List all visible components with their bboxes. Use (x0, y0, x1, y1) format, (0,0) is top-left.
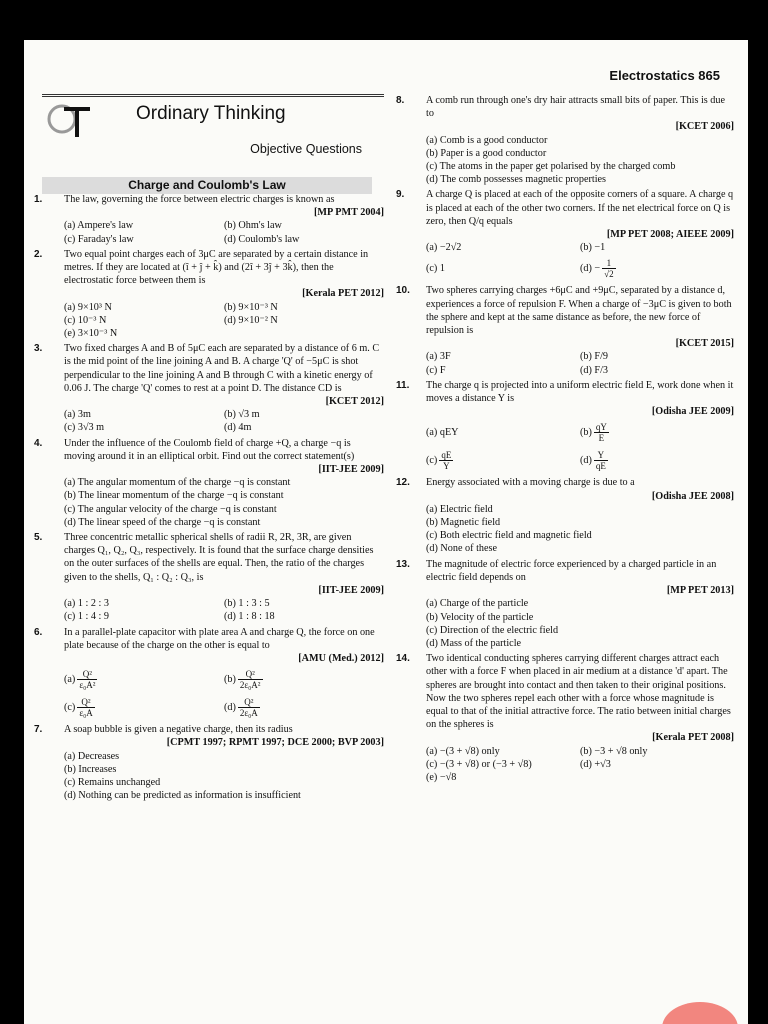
question-source: [MP PMT 2004] (314, 207, 384, 219)
question-number: 8. (396, 95, 405, 106)
option-label: (d) − (580, 262, 601, 274)
option-c: (c) Faraday's law (64, 233, 134, 245)
option-a: (a) 3F (426, 351, 451, 363)
question-text: A charge Q is placed at each of the opposite corners of a square. A charge q is placed at each of the other two corners. If the net electrical force on Q is zero, then Q/q equals (426, 189, 734, 227)
section-subtitle: Objective Questions (250, 142, 362, 156)
option-d: (d) 1 : 8 : 18 (224, 611, 275, 623)
question-number: 11. (396, 379, 410, 391)
section-banner (42, 94, 384, 193)
denominator: ε₀A (79, 707, 93, 718)
question-text: Two equal point charges each of 3μC are separated by a certain distance in metres. If they are located at (î + ĵ + k̂) and (2î + 3ĵ + 3k̂), then the electrostatic force between them is (64, 248, 369, 287)
numerator: 1 (602, 258, 615, 269)
option-c: (c) 3√3 m (64, 422, 105, 434)
numerator: Y (594, 450, 608, 461)
numerator: Q² (77, 697, 94, 708)
running-header: Electrostatics 865 (609, 68, 720, 83)
question-12 (396, 476, 734, 555)
option-a: (a) Ampere's law (64, 220, 134, 232)
question-text: Energy associated with a moving charge is due to a (426, 477, 635, 489)
question-number: 13. (396, 558, 410, 570)
option-d: (d) 9×10⁻² N (224, 314, 278, 326)
option-a (64, 665, 224, 693)
question-number: 7. (34, 724, 43, 736)
option-a: (a) Charge of the particle (426, 598, 529, 610)
option-label: (a) (64, 673, 76, 685)
question-9 (396, 188, 734, 282)
denominator: 2ε₀A² (239, 679, 261, 690)
denominator: √2 (604, 268, 614, 279)
option-c: (c) Remains unchanged (64, 776, 161, 788)
option-d: (d) F/3 (580, 364, 609, 376)
ot-logo-icon (46, 101, 92, 141)
option-b: (b) Increases (64, 763, 117, 775)
page-corner-decoration (662, 1002, 738, 1024)
option-d: (d) 4m (224, 422, 252, 434)
question-source: [Kerala PET 2012] (302, 288, 384, 300)
question-1 (34, 193, 384, 246)
option-label: (b) (580, 426, 592, 438)
question-4 (34, 437, 384, 529)
question-5 (34, 531, 384, 623)
fraction (439, 450, 453, 471)
option-c: (c) 10⁻³ N (64, 314, 107, 326)
option-d: (d) The comb possesses magnetic properties (426, 174, 607, 186)
question-10 (396, 284, 734, 376)
option-a: (a) 9×10³ N (64, 301, 112, 313)
question-source: [IIT-JEE 2009] (318, 464, 384, 476)
option-e: (e) −√8 (426, 771, 457, 783)
option-label: (d) (580, 454, 592, 466)
option-b: (b) The linear momentum of the charge −q is constant (64, 490, 284, 502)
option-d: (d) Mass of the particle (426, 637, 522, 649)
topic-heading: Charge and Coulomb's Law (42, 177, 372, 194)
option-c (64, 693, 224, 721)
option-a: (a) Electric field (426, 503, 493, 515)
question-14 (396, 652, 734, 784)
option-c: (c) The atoms in the paper get polarised by the charged comb (426, 161, 676, 173)
option-b: (b) −1 (580, 242, 606, 254)
question-2 (34, 248, 384, 340)
denominator: ε₀A² (79, 679, 96, 690)
question-text: Two identical conducting spheres carrying different charges attract each other with a force F when placed in air medium at a distance 'd' apart. The spheres are brought into contact and then taken to their original positions. Now the two spheres repel each other with a force whose magnitude is equal to that of the initial attractive force. The ratio between initial charges on the spheres is (426, 653, 731, 731)
option-b (580, 418, 734, 446)
denominator: E (598, 432, 605, 443)
question-7 (34, 723, 384, 802)
option-c: (c) Direction of the electric field (426, 624, 559, 636)
option-a: (a) 1 : 2 : 3 (64, 598, 109, 610)
textbook-page (24, 40, 748, 1024)
numerator: Q² (238, 669, 263, 680)
question-source: [KCET 2012] (325, 396, 384, 408)
question-number: 9. (396, 189, 405, 201)
fraction (77, 669, 97, 690)
question-number: 2. (34, 248, 43, 260)
option-d: (d) Coulomb's law (224, 233, 300, 245)
question-number: 4. (34, 437, 43, 449)
question-8 (396, 94, 734, 186)
fraction (602, 258, 615, 279)
question-text: Two fixed charges A and B of 5μC each are separated by a distance of 6 m. C is the mid point of the line joining A and B. A charge 'Q' of −5μC is shot perpendicular to the line joining A and B through C with a kinetic energy of 0.06 J. The charge 'Q' comes to rest at a point D. The distance CD is (64, 343, 380, 394)
option-b: (b) Paper is a good conductor (426, 147, 547, 159)
option-b: (b) 9×10⁻³ N (224, 301, 278, 313)
question-text: Three concentric metallic spherical shells of radii R, 2R, 3R, are given charges Q₁, Q₂, Q₃, respectively. It is found that the surface charge densities on the outer surfaces of the shells are equal. Then, the ratio of the charges given to the shells, Q₁ : Q₂ : Q₃, is (64, 532, 374, 583)
question-text: A soap bubble is given a negative charge, then its radius (64, 724, 293, 736)
question-text: A comb run through one's dry hair attracts small bits of paper. This is due to (426, 95, 726, 120)
option-b: (b) √3 m (224, 409, 260, 421)
option-c: (c) F (426, 364, 446, 376)
question-source: [IIT-JEE 2009] (318, 584, 384, 596)
option-d (224, 693, 384, 721)
option-a: (a) Decreases (64, 750, 120, 762)
option-b: (b) −3 + √8 only (580, 745, 648, 757)
option-c: (c) Both electric field and magnetic field (426, 530, 592, 542)
option-c: (c) −(3 + √8) or (−3 + √8) (426, 758, 532, 770)
option-c: (c) The angular velocity of the charge −q is constant (64, 503, 277, 515)
option-e: (e) 3×10⁻³ N (64, 328, 118, 340)
fraction (77, 697, 94, 718)
fraction (594, 422, 609, 443)
option-a: (a) The angular momentum of the charge −q is constant (64, 477, 291, 489)
question-source: [MP PET 2008; AIEEE 2009] (606, 229, 734, 241)
numerator: Q² (77, 669, 97, 680)
question-text: Two spheres carrying charges +6μC and +9μC, separated by a distance d, experiences a force of repulsion F. When a charge of −3μC is given to both the sphere and kept at the same distance as before, the new force of repulsion is (426, 285, 732, 337)
question-text: The law, governing the force between electric charges is known as (64, 194, 335, 205)
question-number: 10. (396, 285, 410, 297)
numerator: qE (441, 449, 452, 460)
denominator: Y (443, 460, 450, 471)
question-source: [CPMT 1997; RPMT 1997; DCE 2000; BVP 2003] (166, 737, 384, 749)
question-text: In a parallel-plate capacitor with plate area A and charge Q, the force on one plate because of the charge on the other is equal to (64, 626, 375, 651)
option-c: (c) 1 : 4 : 9 (64, 611, 109, 623)
option-a: (a) qEY (426, 426, 459, 438)
option-b: (b) Velocity of the particle (426, 611, 534, 623)
fraction (238, 669, 263, 690)
fraction (238, 697, 260, 718)
question-number: 5. (34, 532, 43, 544)
question-text: Under the influence of the Coulomb field of charge +Q, a charge −q is moving around it in an elliptical orbit. Find out the correct statement(s) (64, 437, 355, 462)
question-text: The charge q is projected into a uniform electric field E, work done when it moves a distance Y is (426, 379, 734, 405)
option-b: (b) 1 : 3 : 5 (224, 598, 270, 610)
question-13 (396, 558, 734, 650)
question-number: 12. (396, 477, 410, 489)
option-b: (b) F/9 (580, 351, 609, 363)
option-b (224, 665, 384, 693)
option-label: (c) (64, 701, 76, 713)
option-b: (b) Magnetic field (426, 517, 501, 529)
option-d (580, 254, 734, 282)
option-a: (a) 3m (64, 409, 91, 421)
question-number: 1. (34, 194, 43, 205)
option-a: (a) −2√2 (426, 242, 462, 254)
option-b: (b) Ohm's law (224, 220, 282, 232)
option-label: (c) (426, 454, 438, 466)
question-source: [MP PET 2013] (666, 585, 734, 597)
option-a: (a) Comb is a good conductor (426, 134, 548, 146)
denominator: qE (595, 460, 606, 471)
option-c: (c) 1 (426, 262, 445, 274)
option-d (580, 446, 734, 474)
question-3 (34, 342, 384, 434)
numerator: qY (595, 421, 607, 432)
question-source: [Kerala PET 2008] (652, 732, 734, 744)
option-c (426, 446, 580, 474)
question-11 (396, 379, 734, 475)
option-d: (d) The linear speed of the charge −q is constant (64, 516, 261, 528)
question-6 (34, 626, 384, 722)
option-a: (a) −(3 + √8) only (426, 745, 500, 757)
denominator: 2ε₀A (239, 707, 258, 718)
option-d: (d) Nothing can be predicted as information is insufficient (64, 790, 301, 802)
option-d: (d) +√3 (580, 758, 611, 770)
section-title: Ordinary Thinking (136, 103, 286, 124)
question-source: [AMU (Med.) 2012] (298, 652, 384, 664)
fraction (594, 450, 608, 471)
question-source: [KCET 2006] (675, 121, 734, 133)
question-number: 14. (396, 653, 410, 665)
question-number: 6. (34, 626, 43, 638)
question-number: 3. (34, 343, 43, 355)
right-column (396, 94, 734, 786)
question-source: [Odisha JEE 2009] (651, 406, 734, 418)
left-column (34, 94, 384, 804)
question-source: [Odisha JEE 2008] (651, 490, 734, 502)
option-label: (d) (224, 701, 236, 713)
question-text: The magnitude of electric force experienced by a charged particle in an electric field depends on (426, 558, 717, 583)
numerator: Q² (238, 697, 260, 708)
option-label: (b) (224, 673, 236, 685)
option-d: (d) None of these (426, 543, 498, 555)
question-source: [KCET 2015] (675, 338, 734, 350)
